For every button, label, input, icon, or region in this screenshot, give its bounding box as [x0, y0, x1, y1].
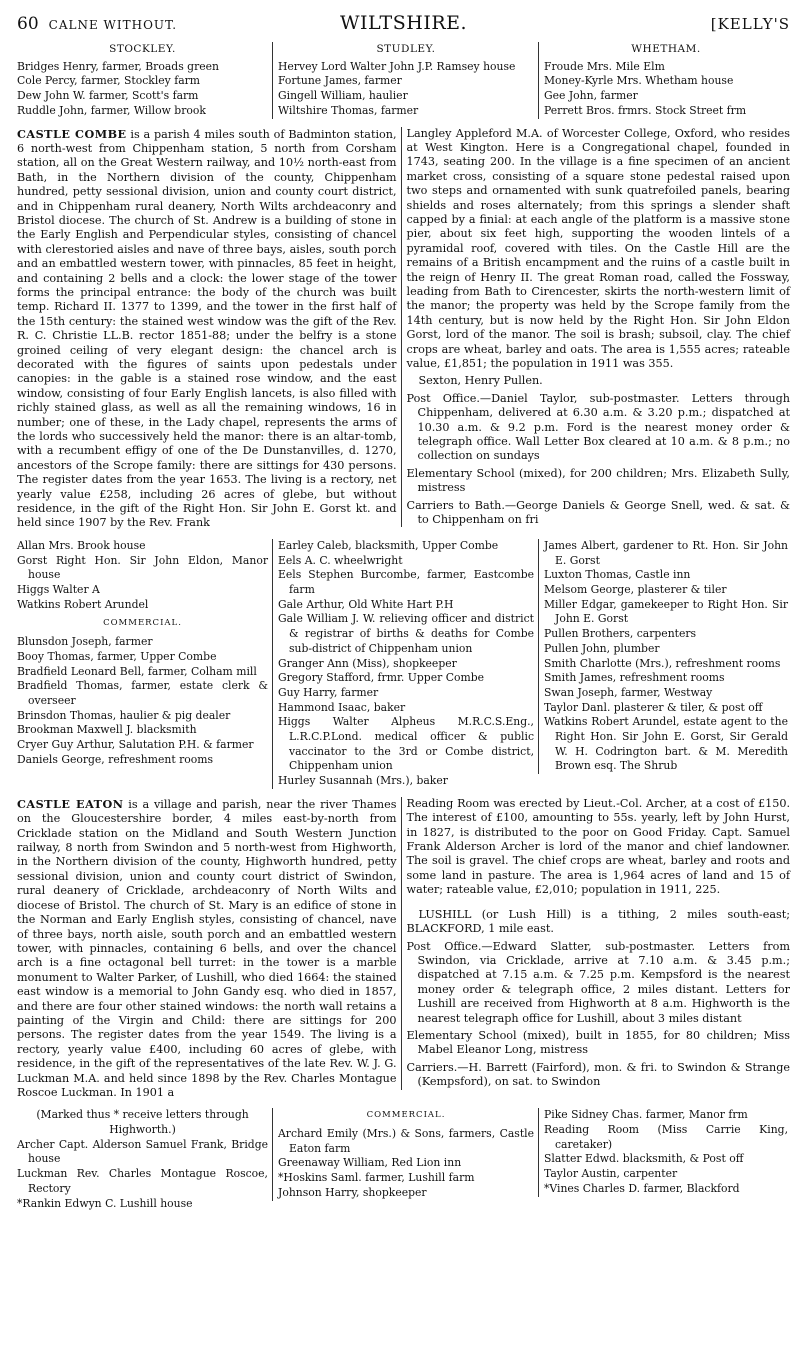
directory-entry: Reading Room (Miss Carrie King, caretaker) — [544, 1123, 788, 1151]
castle-eaton-left-column — [17, 797, 397, 1101]
directory-entry: Pullen John, plumber — [544, 641, 660, 655]
directory-entry: Swan Joseph, farmer, Westway — [544, 685, 713, 699]
castle-combe-section — [17, 127, 790, 531]
directory-entry: Guy Harry, farmer — [278, 685, 379, 699]
directory-entry: Miller Edgar, gamekeeper to Right Hon. Sir John E. Gorst — [544, 597, 788, 626]
directory-entry: Pullen Brothers, carpenters — [544, 627, 697, 641]
combe-directory-col2 — [272, 539, 534, 789]
directory-entry: Allan Mrs. Brook house — [17, 538, 146, 552]
directory-entry: Bradfield Leonard Bell, farmer, Colham mill — [17, 664, 257, 678]
page-title: WILTSHIRE. — [339, 12, 468, 34]
directory-entry: Brookman Maxwell J. blacksmith — [17, 723, 197, 737]
commercial-heading: COMMERCIAL. — [103, 618, 182, 629]
running-head-place: CALNE WITHOUT. — [48, 18, 178, 32]
directory-entry: Hammond Isaac, baker — [278, 700, 406, 714]
directory-entry: Luckman Rev. Charles Montague Roscoe, Rectory — [17, 1167, 268, 1195]
castle-combe-school: Elementary School (mixed), for 200 children; Mrs. Elizabeth Sully, mistress — [406, 466, 790, 495]
castle-combe-text-left: is a parish 4 miles south of Badminton station, 6 north-west from Chippenham station, 5 north from Corsham station, all on the Great Western railway, and 10½ north-east from Bath, in the Northern division of the county, Chippenham hundred, petty sessional division, union and county court district, and in Chippenham rural deanery, North Wilts archdeaconry and Bristol diocese. The church of St. Andrew is a building of stone in the Early English and Perpendicular styles, consisting of chancel with clerestoried aisles and nave of three bays, aisles, south porch and an embattled western tower, with pinnacles, 85 feet in height, and containing 2 bells and a clock: the lower stage of the tower forms the principal entrance: the body of the church was built temp. Richard II. 1377 to 1399, and the tower in the first half of the 15th century: the stained west window was the gift of the Rev. R. C. Christie LL.B. rector 1851-88; under the belfry is a stone groined ceiling of very elegant design: the chancel arch is decorated with the figures of saints upon pedestals under canopies: in the gable is a stained rose window, and the east window, consisting of four Early English lancets, is also filled with richly stained glass, as well as all the remaining windows, 16 in number; one of these, in the Lady chapel, represents the arms of the lords who successively held the manor: there is an altar-tomb, with a recumbent effigy of one of the De Dunstanvilles, d. 1270, ancestors of the Scrope family: there are sittings for 430 persons. The register dates from the year 1653. The living is a rectory, net yearly value £258, including 26 acres of glebe, but without residence, in the gift of the Right Hon. Sir John E. Gorst kt. and held since 1907 by the Rev. Frank — [17, 127, 397, 530]
directory-entry: Gorst Right Hon. Sir John Eldon, Manor house — [17, 553, 268, 582]
studley-list — [272, 42, 534, 119]
directory-entry: Gregory Stafford, frmr. Upper Combe — [278, 671, 484, 685]
castle-eaton-carriers: Carriers.—H. Barrett (Fairford), mon. & fri. to Swindon & Strange (Kempsford), on sat. to Swindon — [406, 1060, 790, 1089]
directory-entry: Watkins Robert Arundel — [17, 597, 149, 611]
combe-directory — [17, 539, 790, 789]
castle-eaton-section — [17, 797, 790, 1101]
directory-entry: Froude Mrs. Mile Elm — [544, 59, 665, 73]
directory-entry: Dew John W. farmer, Scott's farm — [17, 89, 199, 103]
directory-entry: Watkins Robert Arundel, estate agent to the Right Hon. Sir John E. Gorst, Sir Gerald W. H. Codrington bart. & M. Meredith Brown esq. The Shrub — [544, 715, 788, 773]
directory-entry: Greenaway William, Red Lion inn — [278, 1156, 462, 1170]
top-directory — [17, 42, 790, 119]
directory-entry: Cryer Guy Arthur, Salutation P.H. & farmer — [17, 738, 254, 752]
directory-entry: Granger Ann (Miss), shopkeeper — [278, 656, 457, 670]
directory-entry: Eels Stephen Burcombe, farmer, Eastcombe farm — [278, 568, 534, 596]
castle-combe-left-column — [17, 127, 397, 531]
directory-entry: Cole Percy, farmer, Stockley farm — [17, 74, 201, 88]
section-heading: STUDLEY. — [376, 43, 436, 55]
directory-entry: Slatter Edwd. blacksmith, & Post off — [544, 1152, 744, 1166]
commercial-heading: COMMERCIAL. — [366, 1110, 446, 1121]
castle-combe-carriers: Carriers to Bath.—George Daniels & George Snell, wed. & sat. & to Chippenham on fri — [406, 498, 790, 527]
eaton-directory-col1 — [17, 1108, 268, 1211]
publisher-mark: [KELLY'S — [710, 15, 790, 33]
combe-directory-col3 — [538, 539, 788, 774]
castle-eaton-heading: CASTLE EATON — [17, 796, 124, 811]
directory-entry: Smith Charlotte (Mrs.), refreshment rooms — [544, 656, 781, 670]
directory-entry: *Vines Charles D. farmer, Blackford — [544, 1181, 740, 1195]
castle-combe-sexton: Sexton, Henry Pullen. — [418, 374, 543, 388]
castle-eaton-text-left: is a village and parish, near the river Thames on the Gloucestershire border, 4 miles east-by-north from Cricklade station on the Midland and South Western Junction railway, 8 north from Swindon and 5 north-west from Highworth, in the Northern division of the county, Highworth hundred, petty sessional division, union and county court district of Swindon, rural deanery of Cricklade, archdeaconry of North Wilts and diocese of Bristol. The church of St. Mary is an edifice of stone in the Norman and Early English styles, consisting of chancel, nave of three bays, north aisle, south porch and an embattled western tower, with pinnacles, containing 6 bells, and over the chancel arch is a fine octagonal bell turret: in the tower is a marble monument to Walter Parker, of Lushill, who died 1664: the stained east window is a memorial to John Gandy esq. who died in 1857, and there are four other stained windows: the north wall retains a painting of the Virgin and Child: there are sittings for 200 persons. The register dates from the year 1549. The living is a rectory, yearly value £400, including 60 acres of glebe, with residence, in the gift of the representatives of the late Rev. W. J. G. Luckman M.A. and held since 1898 by the Rev. Charles Montague Roscoe Luckman. In 1901 a — [17, 797, 397, 1099]
castle-combe-post-office: Post Office.—Daniel Taylor, sub-postmaster. Letters through Chippenham, delivered at 6.30 a.m. & 3.20 p.m.; dispatched at 10.30 a.m. & 9.2 p.m. Ford is the nearest money order & telegraph office. Wall Letter Box cleared at 10 a.m. & 8 p.m.; no collection on sundays — [406, 391, 790, 463]
eaton-directory-col2 — [272, 1108, 534, 1200]
section-heading: STOCKLEY. — [109, 43, 176, 55]
castle-combe-heading: CASTLE COMBE — [17, 126, 127, 141]
castle-combe-right-column — [401, 127, 790, 528]
eaton-directory-col3 — [538, 1108, 788, 1196]
letters-note: (Marked thus * receive letters through Highworth.) — [36, 1108, 249, 1137]
directory-entry: Johnson Harry, shopkeeper — [278, 1185, 427, 1199]
section-heading: WHETHAM. — [631, 43, 701, 55]
eaton-directory — [17, 1108, 790, 1211]
directory-entry: Booy Thomas, farmer, Upper Combe — [17, 649, 217, 663]
directory-entry: Perrett Bros. frmrs. Stock Street frm — [544, 103, 747, 117]
directory-entry: Earley Caleb, blacksmith, Upper Combe — [278, 538, 499, 552]
directory-entry: Taylor Danl. plasterer & tiler, & post off — [544, 700, 763, 714]
lushill-text: LUSHILL (or Lush Hill) is a tithing, 2 miles south-east; BLACKFORD, 1 mile east. — [406, 907, 790, 936]
page-header — [17, 12, 790, 34]
directory-entry: Blunsdon Joseph, farmer — [17, 635, 153, 649]
directory-entry: *Rankin Edwyn C. Lushill house — [17, 1196, 193, 1210]
directory-entry: Money-Kyrle Mrs. Whetham house — [544, 74, 734, 88]
directory-entry: Luxton Thomas, Castle inn — [544, 568, 691, 582]
directory-entry: Bradfield Thomas, farmer, estate clerk & overseer — [17, 679, 268, 707]
directory-entry: Wiltshire Thomas, farmer — [278, 103, 419, 117]
castle-combe-text-right: Langley Appleford M.A. of Worcester College, Oxford, who resides at West Kington. Here is a Congregational chapel, founded in 1743, seating 200. In the village is a fine specimen of an ancient market cross, consisting of a square stone pedestal raised upon two steps and ornamented with sunk quatrefoiled panels, bearing shields and roses alternately; from this springs a slender shaft capped by a finial: at each angle of the platform is a massive stone pier, about six feet high, supporting the wooden lintels of a pyramidal roof, covered with tiles. On the Castle Hill are the remains of a British encampment and the ruins of a castle built in the reign of Henry II. The great Roman road, called the Fossway, leading from Bath to Cirencester, skirts the north-western limit of the manor; the property was held by the Scrope family from the 14th century, but is now held by the Right Hon. Sir John Eldon Gorst, lord of the manor. The soil is brash; subsoil, clay. The chief crops are wheat, barley and oats. The area is 1,555 acres; rateable value, £1,851; the population in 1911 was 355. — [406, 126, 790, 371]
combe-directory-col1 — [17, 539, 268, 768]
directory-entry: Eels A. C. wheelwright — [278, 553, 403, 567]
castle-eaton-right-column — [401, 797, 790, 1090]
directory-entry: Higgs Walter A — [17, 583, 100, 596]
directory-entry: Daniels George, refreshment rooms — [17, 752, 214, 766]
directory-entry: Melsom George, plasterer & tiler — [544, 583, 727, 596]
directory-entry: Taylor Austin, carpenter — [544, 1167, 678, 1181]
directory-entry: Hervey Lord Walter John J.P. Ramsey house — [278, 59, 516, 73]
directory-entry: Pike Sidney Chas. farmer, Manor frm — [544, 1108, 748, 1122]
directory-entry: James Albert, gardener to Rt. Hon. Sir John E. Gorst — [544, 538, 788, 567]
directory-entry: Archer Capt. Alderson Samuel Frank, Bridge house — [17, 1137, 268, 1166]
directory-entry: Gale Arthur, Old White Hart P.H — [278, 597, 454, 611]
directory-entry: Gingell William, haulier — [278, 89, 408, 103]
directory-entry: Hurley Susannah (Mrs.), baker — [278, 774, 448, 788]
castle-eaton-post-office: Post Office.—Edward Slatter, sub-postmaster. Letters from Swindon, via Cricklade, arrive at 7.10 a.m. & 3.45 p.m.; dispatched at 7.15 a.m. & 7.25 p.m. Kempsford is the nearest money order & telegraph office, 2 miles distant. Letters for Lushill are received from Highworth at 8 a.m. Highworth is the nearest telegraph office for Lushill, about 3 miles distant — [406, 939, 790, 1025]
directory-entry: Bridges Henry, farmer, Broads green — [17, 59, 219, 73]
directory-entry: *Hoskins Saml. farmer, Lushill farm — [278, 1171, 475, 1185]
castle-eaton-text-right: Reading Room was erected by Lieut.-Col. Archer, at a cost of £150. The interest of £100, amounting to 55s. yearly, left by John Hurst, in 1827, is distributed to the poor on Good Friday. Capt. Samuel Frank Alderson Archer is lord of the manor and chief landowner. The soil is gravel. The chief crops are wheat, barley and roots and some land in pasture. The area is 1,964 acres of land and 15 of water; rateable value, £2,010; population in 1911, 225. — [406, 796, 790, 897]
directory-entry: Gee John, farmer — [544, 89, 638, 103]
stockley-list — [17, 42, 268, 119]
castle-eaton-school: Elementary School (mixed), built in 1855, for 80 children; Miss Mabel Eleanor Long, mistress — [406, 1028, 790, 1057]
directory-entry: Fortune James, farmer — [278, 74, 402, 88]
directory-entry: Brinsdon Thomas, haulier & pig dealer — [17, 708, 231, 722]
page-number: 60 — [17, 14, 39, 34]
directory-entry: Archard Emily (Mrs.) & Sons, farmers, Castle Eaton farm — [278, 1127, 534, 1155]
directory-entry: Gale William J. W. relieving officer and district & registrar of births & deaths for Combe sub-district of Chippenham union — [278, 612, 534, 655]
directory-entry: Higgs Walter Alpheus M.R.C.S.Eng., L.R.C.P.Lond. medical officer & public vaccinator to the 3rd or Combe district, Chippenham union — [278, 715, 534, 773]
whetham-list — [538, 42, 788, 119]
directory-entry: Smith James, refreshment rooms — [544, 671, 725, 685]
directory-entry: Ruddle John, farmer, Willow brook — [17, 103, 206, 117]
